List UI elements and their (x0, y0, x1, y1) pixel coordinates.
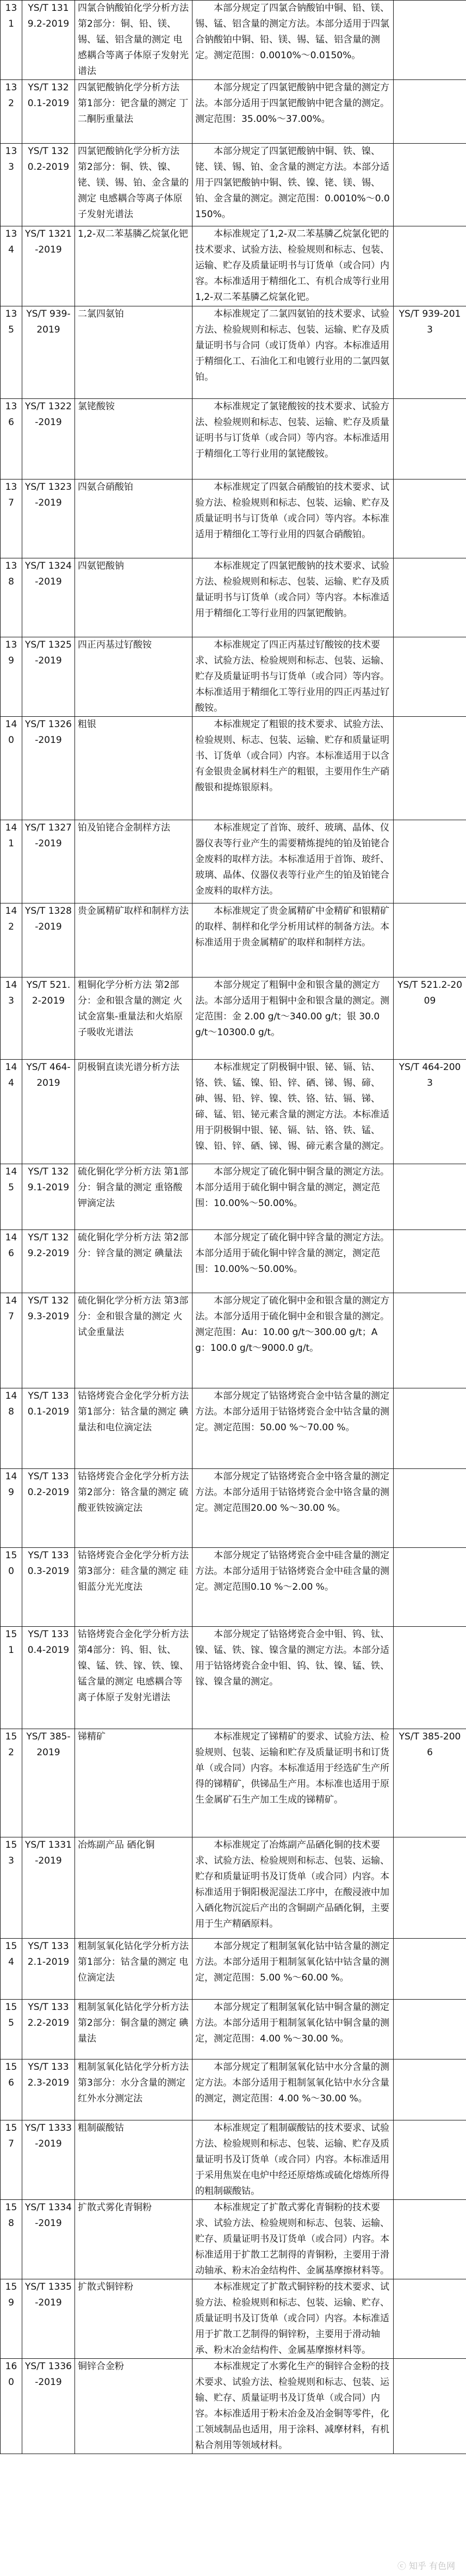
standard-code: YS/T 1330.4-2019 (22, 1627, 75, 1729)
standard-scope: 本部分规定了四氯合钠酸铂中铜、铅、镁、锡、锰、铝含量的测定方法。本部分适用于四氯合钠酸铂中铜、铅、镁、锡、锰、铝含量的测定。测定范围：0.0010%～0.0150%。 (192, 1, 394, 80)
standard-name: 粗银 (75, 717, 192, 820)
replaced-standard (394, 1939, 466, 2000)
replaced-standard (394, 2059, 466, 2120)
replaced-standard (394, 2279, 466, 2359)
standard-code: YS/T 1319.2-2019 (22, 1, 75, 80)
replaced-standard: YS/T 464-2003 (394, 1060, 466, 1164)
standard-scope: 本部分规定了硫化铜中铜含量的测定方法。本部分适用于硫化铜中铜含量的测定，测定范围：10.00%～50.00%。 (192, 1164, 394, 1230)
table-row (1, 637, 466, 717)
table-row (1, 1388, 466, 1469)
standard-name: 1,2-双二苯基膦乙烷氯化钯 (75, 226, 192, 306)
standard-scope: 本部分规定了粗制氢氧化钴中铜含量的测定方法。本部分适用于粗制氢氧化钴中铜含量的测定，测定范围：4.00 %～30.00 %。 (192, 2000, 394, 2059)
standard-number: 152 (1, 1729, 22, 1837)
standard-number: 147 (1, 1293, 22, 1388)
standard-name: 粗制氢氧化钴化学分析方法 第1部分：钴含量的测定 电位滴定法 (75, 1939, 192, 2000)
standard-number: 143 (1, 977, 22, 1060)
table-row (1, 1627, 466, 1729)
table-row (1, 2359, 466, 2454)
standard-number: 139 (1, 637, 22, 717)
replaced-standard (394, 717, 466, 820)
standard-scope: 本标准规定了贵金属精矿中金精矿和银精矿的取样、制样和化学分析用试样的制备方法。本标准适用于贵金属精矿的取样和制样方法。 (192, 903, 394, 977)
standard-scope: 本部分规定了粗制氢氧化钴中钴含量的测定方法。本部分适用于粗制氢氧化钴中钴含量的测定，测定范围：5.00 %～60.00 %。 (192, 1939, 394, 2000)
standard-name: 冶炼副产品 硒化铜 (75, 1837, 192, 1939)
standard-scope: 本标准规定了四正丙基过钌酸铵的技术要求、试验方法、检验规则和标志、包装、运输、贮存及质量证明书与订货单（或合同）等内容。本标准适用于精细化工等行业用的四正丙基过钌酸铵。 (192, 637, 394, 717)
standard-code: YS/T 1328-2019 (22, 903, 75, 977)
standard-code: YS/T 1332.2-2019 (22, 2000, 75, 2059)
table-row (1, 226, 466, 306)
standard-name: 钴铬烤瓷合金化学分析方法 第3部分：硅含量的测定 硅钼蓝分光光度法 (75, 1548, 192, 1627)
standard-code: YS/T 1329.3-2019 (22, 1293, 75, 1388)
standard-scope: 本部分规定了四氯钯酸钠中钯含量的测定方法。本部分适用于四氯钯酸钠中钯含量的测定。测定范围：35.00%～37.00%。 (192, 80, 394, 144)
table-row (1, 1, 466, 80)
standard-name: 阴极铜直读光谱分析方法 (75, 1060, 192, 1164)
watermark: ⓒ 知乎 有色网 (397, 2561, 455, 2571)
standard-code: YS/T 1325-2019 (22, 637, 75, 717)
standard-name: 硫化铜化学分析方法 第2部分：锌含量的测定 碘量法 (75, 1230, 192, 1293)
standard-name: 钴铬烤瓷合金化学分析方法 第2部分：铬含量的测定 硫酸亚铁铵滴定法 (75, 1469, 192, 1548)
standard-code: YS/T 1327-2019 (22, 820, 75, 903)
standard-number: 131 (1, 1, 22, 80)
table-row (1, 1548, 466, 1627)
standard-scope: 本标准规定了粗制碳酸钴的技术要求、试验方法、检验规则和标志、包装、运输、贮存及质量证明书及订货单（或合同）内容。本标准适用于采用焦炭在电炉中经还原熔炼或硫化熔炼所得的粗制碳酸钴。 (192, 2120, 394, 2200)
standard-name: 贵金属精矿取样和制样方法 (75, 903, 192, 977)
standard-name: 钴铬烤瓷合金化学分析方法 第4部分：钨、钼、钛、镍、锰、铁、镓、铁、镍、锰含量的测定 电感耦合等离子体原子发射光谱法 (75, 1627, 192, 1729)
standard-number: 158 (1, 2200, 22, 2279)
standard-scope: 本标准规定了四氨合硝酸铂的技术要求、试验方法、检验规则和标志、包装、运输、贮存及质量证明书与订货单（或合同）等内容。本标准适用于精细化工等行业用的四氨合硝酸铂。 (192, 479, 394, 558)
table-row (1, 1164, 466, 1230)
table-row (1, 399, 466, 479)
standard-number: 149 (1, 1469, 22, 1548)
replaced-standard (394, 1293, 466, 1388)
standard-code: YS/T 1335-2019 (22, 2279, 75, 2359)
standard-scope: 本部分规定了四氯钯酸钠中铜、铁、镍、铑、镁、锡、铂、金含量的测定方法。本部分适用于四氯钯酸钠中铜、铁、镍、铑、镁、锡、铂、金含量的测定。测定范围：0.0010%～0.0150%。 (192, 144, 394, 226)
standard-name: 二氯四氨铂 (75, 306, 192, 399)
replaced-standard (394, 2200, 466, 2279)
table-row (1, 2200, 466, 2279)
standard-code: YS/T 521.2-2019 (22, 977, 75, 1060)
table-row (1, 1293, 466, 1388)
table-row (1, 2120, 466, 2200)
standard-scope: 本部分规定了硫化铜中锌含量的测定方法。本部分适用于硫化铜中锌含量的测定，测定范围：10.00%～50.00%。 (192, 1230, 394, 1293)
standard-name: 钴铬烤瓷合金化学分析方法 第1部分：钴含量的测定 碘量法和电位滴定法 (75, 1388, 192, 1469)
replaced-standard (394, 1164, 466, 1230)
standard-number: 134 (1, 226, 22, 306)
replaced-standard (394, 144, 466, 226)
standard-number: 156 (1, 2059, 22, 2120)
standard-name: 四氯钯酸钠化学分析方法 第1部分：钯含量的测定 丁二酮肟重量法 (75, 80, 192, 144)
standard-code: YS/T 1333-2019 (22, 2120, 75, 2200)
standard-scope: 本部分规定了钴铬烤瓷合金中硅含量的测定方法。本部分适用于钴铬烤瓷合金中硅含量的测定。测定范围0.10 %～2.00 %。 (192, 1548, 394, 1627)
standard-name: 四氯钯酸钠化学分析方法 第2部分：铜、铁、镍、铑、镁、锡、铂、金含量的测定 电感耦合等离子体原子发射光谱法 (75, 144, 192, 226)
standard-code: YS/T 1320.1-2019 (22, 80, 75, 144)
table-row (1, 80, 466, 144)
standard-number: 137 (1, 479, 22, 558)
standard-name: 粗制碳酸钴 (75, 2120, 192, 2200)
standard-name: 硫化铜化学分析方法 第1部分：铜含量的测定 重铬酸钾滴定法 (75, 1164, 192, 1230)
standard-name: 扩散式雾化青铜粉 (75, 2200, 192, 2279)
replaced-standard (394, 1230, 466, 1293)
standard-scope: 本标准规定了四氯钯酸钠的技术要求、试验方法、检验规则和标志、包装、运输、贮存及质量证明书与订货单（或合同）等内容。本标准适用于精细化工等行业用的四氯钯酸钠。 (192, 558, 394, 637)
table-row (1, 2059, 466, 2120)
standard-code: YS/T 1332.3-2019 (22, 2059, 75, 2120)
table-row (1, 479, 466, 558)
standard-name: 粗制氢氧化钴化学分析方法 第3部分：水分含量的测定 红外水分测定法 (75, 2059, 192, 2120)
standard-scope: 本标准规定了氯铑酸铵的技术要求、试验方法、检验规则和标志、包装、运输、贮存及质量证明书与订货单（或合同）等内容。本标准适用于精细化工等行业用的氯铑酸铵。 (192, 399, 394, 479)
standard-name: 四氨钯酸钠 (75, 558, 192, 637)
table-row (1, 717, 466, 820)
replaced-standard (394, 1627, 466, 1729)
table-row (1, 306, 466, 399)
standard-code: YS/T 1329.1-2019 (22, 1164, 75, 1230)
replaced-standard: YS/T 939-2013 (394, 306, 466, 399)
standard-number: 141 (1, 820, 22, 903)
replaced-standard (394, 399, 466, 479)
standard-scope: 本部分规定了粗铜中金和银含量的测定方法。本部分适用于粗铜中金和银含量的测定。测定范围：金 2.00 g/t～340.00 g/t；银 30.0 g/t～10300.0 g/t。 (192, 977, 394, 1060)
table-row (1, 558, 466, 637)
standard-code: YS/T 1331-2019 (22, 1837, 75, 1939)
standard-name: 铜锌合金粉 (75, 2359, 192, 2454)
standard-number: 154 (1, 1939, 22, 2000)
replaced-standard: YS/T 385-2006 (394, 1729, 466, 1837)
standard-name: 粗铜化学分析方法 第2部分：金和银含量的测定 火试金富集-重量法和火焰原子吸收光谱法 (75, 977, 192, 1060)
standard-code: YS/T 385-2019 (22, 1729, 75, 1837)
standard-code: YS/T 1329.2-2019 (22, 1230, 75, 1293)
standard-code: YS/T 1322-2019 (22, 399, 75, 479)
standard-scope: 本标准规定了扩散式铜锌粉的技术要求、试验方法、检验规则和标志、包装、运输、贮存、质量证明书及订货单（或合同）内容。本标准适用于扩散工艺制得的铜锌粉，主要用于滑动轴承、粉末冶金结构件、金属基摩擦材料等。 (192, 2279, 394, 2359)
standard-code: YS/T 1326-2019 (22, 717, 75, 820)
standard-number: 142 (1, 903, 22, 977)
standard-scope: 本标准规定了扩散式雾化青铜粉的技术要求、试验方法、检验规则和标志、包装、运输、贮存、质量证明书及订货单（或合同）内容。本标准适用于扩散工艺制得的青铜粉，主要用于滑动轴承、粉末冶金结构件、金属基摩擦材料等。 (192, 2200, 394, 2279)
replaced-standard (394, 2120, 466, 2200)
replaced-standard (394, 820, 466, 903)
replaced-standard (394, 1469, 466, 1548)
replaced-standard (394, 1837, 466, 1939)
table-row (1, 903, 466, 977)
standard-number: 140 (1, 717, 22, 820)
standard-scope: 本标准规定了阴极铜中银、铋、镉、钴、铬、铁、锰、镍、铅、锌、硒、锑、锡、碲、砷、锡、铅、锌、镍、铁、铬、钴、镉、锑、碲、锰、铝、铋元素含量的测定方法。本标准适用于阴极铜中银、铋、镉、钴、铬、铁、锰、镍、铅、锌、硒、锑、锡、碲元素含量的测定。 (192, 1060, 394, 1164)
standard-scope: 本部分规定了粗制氢氧化钴中水分含量的测定方法。本部分适用于粗制氢氧化钴中水分含量的测定，测定范围：4.00 %～30.00 %。 (192, 2059, 394, 2120)
table-row (1, 2279, 466, 2359)
standard-name: 锑精矿 (75, 1729, 192, 1837)
standard-name: 四氨合硝酸铂 (75, 479, 192, 558)
table-row (1, 1230, 466, 1293)
standard-code: YS/T 1324-2019 (22, 558, 75, 637)
standard-name: 四氯合钠酸铂化学分析方法 第2部分：铜、铅、镁、锡、锰、铝含量的测定 电感耦合等离子体原子发射光谱法 (75, 1, 192, 80)
standard-number: 135 (1, 306, 22, 399)
standard-number: 153 (1, 1837, 22, 1939)
standard-name: 硫化铜化学分析方法 第3部分：金和银含量的测定 火试金重量法 (75, 1293, 192, 1388)
standard-code: YS/T 464-2019 (22, 1060, 75, 1164)
replaced-standard (394, 2000, 466, 2059)
replaced-standard: YS/T 521.2-2009 (394, 977, 466, 1060)
standard-number: 151 (1, 1627, 22, 1729)
standard-number: 148 (1, 1388, 22, 1469)
standard-name: 铂及铂铑合金制样方法 (75, 820, 192, 903)
standard-code: YS/T 1320.2-2019 (22, 144, 75, 226)
standard-number: 144 (1, 1060, 22, 1164)
table-row (1, 1729, 466, 1837)
table-row (1, 1837, 466, 1939)
table-row (1, 2000, 466, 2059)
standard-scope: 本部分规定了硫化铜中金和银含量的测定方法。本部分适用于硫化铜中金和银含量的测定。测定范围：Au：10.00 g/t～300.00 g/t；Ag：100.0 g/t～9000.0 g/t。 (192, 1293, 394, 1388)
replaced-standard (394, 903, 466, 977)
standard-number: 132 (1, 80, 22, 144)
replaced-standard (394, 1548, 466, 1627)
replaced-standard (394, 226, 466, 306)
table-row (1, 144, 466, 226)
replaced-standard (394, 1388, 466, 1469)
standard-number: 146 (1, 1230, 22, 1293)
standard-code: YS/T 1323-2019 (22, 479, 75, 558)
standard-scope: 本部分规定了钴铬烤瓷合金中钼、钨、钛、镍、锰、铁、镓、镍含量的测定方法。本部分适用于钴铬烤瓷合金中钼、钨、钛、镍、锰、铁、镓、镍含量的测定。 (192, 1627, 394, 1729)
replaced-standard (394, 80, 466, 144)
standard-number: 138 (1, 558, 22, 637)
standard-number: 160 (1, 2359, 22, 2454)
standard-code: YS/T 939-2019 (22, 306, 75, 399)
standard-scope: 本标准规定了锑精矿的要求、试验方法、检验规则、包装、运输和贮存及质量证明书和订货单（或合同）内容。本标准适用于经选矿生产所得的锑精矿，供锑品生产用。本标准也适用于原生金属矿石生产加工生成的锑精矿。 (192, 1729, 394, 1837)
standard-name: 氯铑酸铵 (75, 399, 192, 479)
table-row (1, 1060, 466, 1164)
standard-name: 四正丙基过钌酸铵 (75, 637, 192, 717)
table-row (1, 977, 466, 1060)
replaced-standard (394, 1, 466, 80)
standard-number: 150 (1, 1548, 22, 1627)
standard-number: 159 (1, 2279, 22, 2359)
standard-number: 136 (1, 399, 22, 479)
standard-number: 145 (1, 1164, 22, 1230)
standard-code: YS/T 1330.3-2019 (22, 1548, 75, 1627)
standard-scope: 本标准规定了冶炼副产品硒化铜的技术要求、试验方法、检验规则和标志、包装、运输、贮存和质量证明书及订货单（或合同）内容。本标准适用于铜阳极泥湿法工序中，在酸浸液中加入硒化物沉淀后产出的含铜副产品硒化铜，主要用于生产精硒原料。 (192, 1837, 394, 1939)
standard-code: YS/T 1336-2019 (22, 2359, 75, 2454)
standard-code: YS/T 1332.1-2019 (22, 1939, 75, 2000)
table-row (1, 1469, 466, 1548)
standard-scope: 本标准规定了二氯四氨铂的技术要求、试验方法、检验规则和标志、包装、运输、贮存及质量证明书与合同（或订货单）内容。本标准适用于精细化工、石油化工和电镀行业用的二氯四氨铂。 (192, 306, 394, 399)
standard-name: 扩散式铜锌粉 (75, 2279, 192, 2359)
standard-scope: 本部分规定了钴铬烤瓷合金中钴含量的测定方法。本部分适用于钴铬烤瓷合金中钴含量的测定。测定范围：50.00 %～70.00 %。 (192, 1388, 394, 1469)
replaced-standard (394, 637, 466, 717)
replaced-standard (394, 479, 466, 558)
replaced-standard (394, 558, 466, 637)
replaced-standard (394, 2359, 466, 2454)
standard-name: 粗制氢氧化钴化学分析方法 第2部分：铜含量的测定 碘量法 (75, 2000, 192, 2059)
standard-code: YS/T 1334-2019 (22, 2200, 75, 2279)
standard-scope: 本标准规定了首饰、玻纤、玻璃、晶体、仪器仪表等行业产生的需要精炼提纯的铂及铂铑合金废料的取样方法。本标准适用于首饰、玻纤、玻璃、晶体、仪器仪表等行业产生的铂及铂铑合金废料的取样方法。 (192, 820, 394, 903)
standard-scope: 本标准规定了水雾化生产的铜锌合金粉的技术要求、试验方法、检验规则和标志、包装、运输、贮存、质量证明书及订货单（或合同）内容。本标准适用于粉末冶金及冶金铜等零件，化工领域制品也适用，用于涂料、减摩材料，有机粘合剂用等领域材料。 (192, 2359, 394, 2454)
standard-code: YS/T 1330.1-2019 (22, 1388, 75, 1469)
table-row (1, 1939, 466, 2000)
standard-number: 157 (1, 2120, 22, 2200)
standard-number: 155 (1, 2000, 22, 2059)
standard-scope: 本标准规定了1,2-双二苯基膦乙烷氯化钯的技术要求、试验方法、检验规则和标志、包装、运输、贮存及质量证明书与订货单（或合同）内容。本标准适用于精细化工、有机合成等行业用1,2-双二苯基膦乙烷氯化钯。 (192, 226, 394, 306)
standard-number: 133 (1, 144, 22, 226)
standard-code: YS/T 1330.2-2019 (22, 1469, 75, 1548)
standard-code: YS/T 1321-2019 (22, 226, 75, 306)
table-row (1, 820, 466, 903)
standard-scope: 本标准规定了粗银的技术要求、试验方法、检验规则、标志、包装、运输、贮存和质量证明书、订货单（或合同）内容。本标准适用于以含有金银贵金属材料生产的粗银，主要用作生产硝酸银和提炼银原料。 (192, 717, 394, 820)
standard-scope: 本部分规定了钴铬烤瓷合金中铬含量的测定方法。本部分适用于钴铬烤瓷合金中铬含量的测定。测定范围20.00 %～30.00 %。 (192, 1469, 394, 1548)
